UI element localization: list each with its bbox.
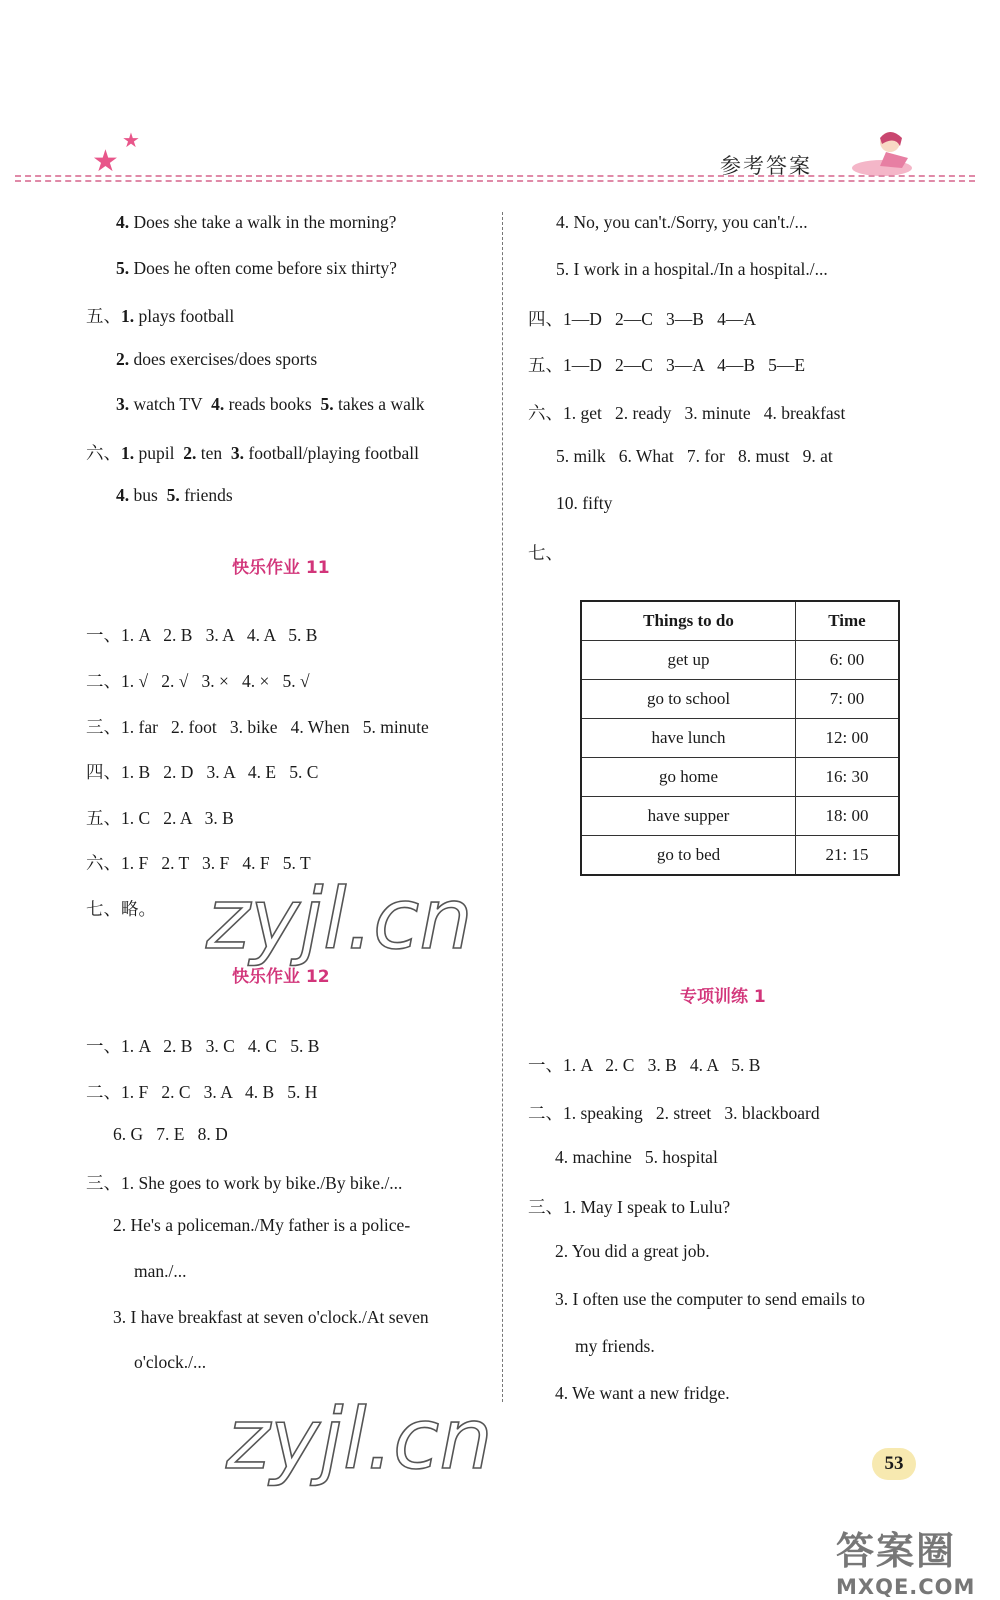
answer-line: 七、: [528, 543, 563, 563]
answer-line: 3. I have breakfast at seven o'clock./At seven: [113, 1307, 429, 1327]
corner-watermark-bottom: MXQE.COM: [836, 1575, 976, 1599]
answer-line: my friends.: [575, 1336, 655, 1356]
header-divider: [15, 180, 975, 182]
table-header-cell: Time: [796, 601, 900, 641]
answer-line: 四、1. B 2. D 3. A 4. E 5. C: [86, 762, 319, 782]
watermark-mid: zyjl.cn: [206, 870, 473, 968]
answer-line: 一、1. A 2. B 3. C 4. C 5. B: [86, 1036, 320, 1056]
answer-line: 二、1. F 2. C 3. A 4. B 5. H: [86, 1082, 318, 1102]
answer-line: 5. Does he often come before six thirty?: [116, 258, 397, 278]
corner-watermark-top: 答案圈: [836, 1529, 957, 1573]
answer-line: 3. watch TV 4. reads books 5. takes a walk: [116, 394, 425, 414]
schedule-table: [580, 600, 900, 876]
table-cell: 18: 00: [796, 797, 900, 836]
page-number: 53: [872, 1448, 916, 1480]
answer-line: 2. He's a policeman./My father is a police-: [113, 1215, 411, 1235]
table-cell: 16: 30: [796, 758, 900, 797]
answer-line: 三、1. She goes to work by bike./By bike./...: [86, 1173, 403, 1193]
answer-line: 六、1. F 2. T 3. F 4. F 5. T: [86, 853, 311, 873]
answer-line: 四、1—D 2—C 3—B 4—A: [528, 309, 756, 329]
page-header-title: 参考答案: [720, 154, 812, 178]
answer-line: 4. No, you can't./Sorry, you can't./...: [556, 212, 808, 232]
answer-line: 2. does exercises/does sports: [116, 349, 318, 369]
answer-line: 10. fifty: [556, 493, 613, 513]
answer-line: 五、1—D 2—C 3—A 4—B 5—E: [528, 355, 806, 375]
section-title: 快乐作业 12: [232, 967, 330, 987]
answer-line: 4. We want a new fridge.: [555, 1383, 730, 1403]
answer-line: 二、1. speaking 2. street 3. blackboard: [528, 1103, 820, 1123]
answer-line: 一、1. A 2. C 3. B 4. A 5. B: [528, 1055, 761, 1075]
girl-illustration-icon: [850, 128, 930, 180]
table-cell: get up: [581, 641, 796, 680]
answer-line: 六、1. get 2. ready 3. minute 4. breakfast: [528, 403, 846, 423]
section-title: 快乐作业 11: [232, 558, 330, 578]
answer-line: 4. machine 5. hospital: [555, 1147, 718, 1167]
table-cell: 7: 00: [796, 680, 900, 719]
watermark-bottom: zyjl.cn: [226, 1390, 493, 1488]
answer-line: 五、1. plays football: [86, 306, 235, 326]
table-cell: go to bed: [581, 836, 796, 876]
table-row: [581, 836, 899, 876]
table-cell: 12: 00: [796, 719, 900, 758]
header-divider: [15, 175, 975, 177]
table-cell: 6: 00: [796, 641, 900, 680]
table-cell: go home: [581, 758, 796, 797]
answer-line: o'clock./...: [134, 1352, 207, 1372]
section-title: 专项训练 1: [680, 987, 766, 1007]
answer-line: 三、1. far 2. foot 3. bike 4. When 5. minute: [86, 717, 429, 737]
answer-line: 五、1. C 2. A 3. B: [86, 808, 234, 828]
table-cell: 21: 15: [796, 836, 900, 876]
table-row: [581, 641, 899, 680]
answer-line: 6. G 7. E 8. D: [113, 1124, 228, 1144]
answer-line: 5. milk 6. What 7. for 8. must 9. at: [556, 446, 833, 466]
table-row: [581, 680, 899, 719]
corner-watermark-logo: [836, 1520, 986, 1599]
table-header-cell: Things to do: [581, 601, 796, 641]
answer-line: 一、1. A 2. B 3. A 4. A 5. B: [86, 625, 318, 645]
answer-line: man./...: [134, 1261, 187, 1281]
answer-line: 六、1. pupil 2. ten 3. football/playing football: [86, 443, 419, 463]
table-row: [581, 719, 899, 758]
table-row: [581, 797, 899, 836]
answer-line: 3. I often use the computer to send emails to: [555, 1289, 866, 1309]
answer-line: 5. I work in a hospital./In a hospital./...: [556, 259, 828, 279]
answer-line: 七、略。: [86, 899, 156, 919]
table-header-row: [581, 601, 899, 641]
table-cell: have lunch: [581, 719, 796, 758]
table-row: [581, 758, 899, 797]
table-cell: have supper: [581, 797, 796, 836]
answer-line: 三、1. May I speak to Lulu?: [528, 1197, 731, 1217]
answer-line: 4. bus 5. friends: [116, 485, 233, 505]
answer-line: 2. You did a great job.: [555, 1241, 710, 1261]
answer-line: 4. Does she take a walk in the morning?: [116, 212, 397, 232]
column-divider: [502, 212, 503, 1402]
answer-line: 二、1. √ 2. √ 3. × 4. × 5. √: [86, 671, 310, 691]
table-cell: go to school: [581, 680, 796, 719]
